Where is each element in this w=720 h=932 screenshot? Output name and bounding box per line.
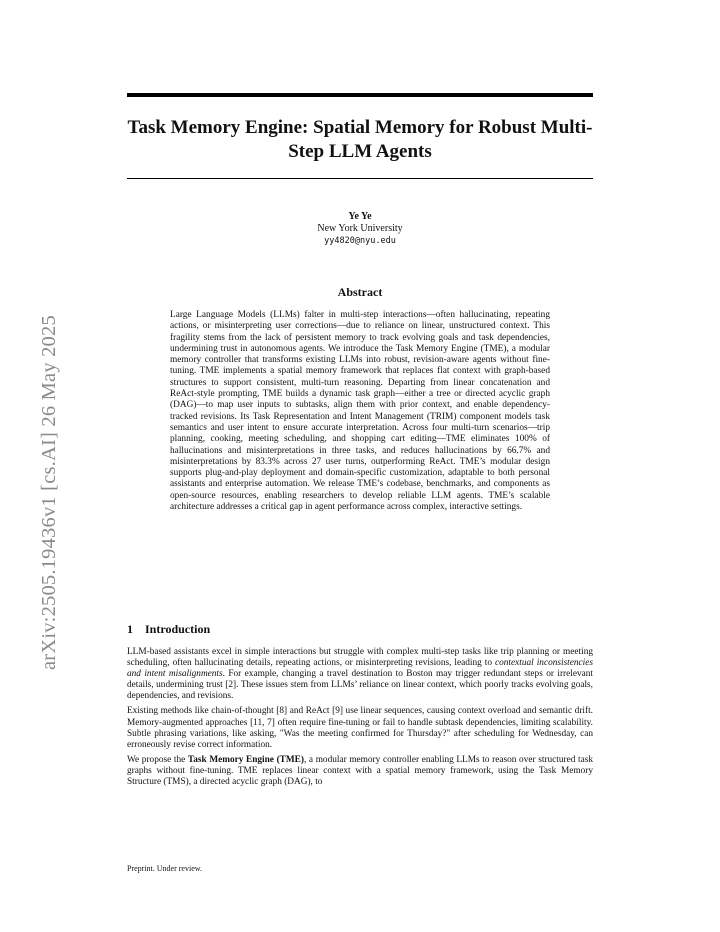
introduction-body xyxy=(127,647,593,792)
intro-p3-text-b: , a modular memory controller enabling LLMs to reason over structured task graphs without fine-tuning. TME replaces linear context with a spatial memory framework, using the Task Memory Structure (TMS), a directed acyclic graph (DAG), to xyxy=(127,754,594,788)
intro-p1-text-a: LLM-based assistants excel in simple interactions but struggle with complex multi-step tasks like trip planning or meeting scheduling, often hallucinating details, repeating actions, or misinterpreting revisions, leading to xyxy=(127,647,593,669)
section-title: Introduction xyxy=(145,622,211,636)
arxiv-stamp: arXiv:2505.19436v1 [cs.AI] 26 May 2025 xyxy=(38,315,60,670)
title-top-rule xyxy=(127,93,593,97)
paper-title: Task Memory Engine: Spatial Memory for Robust Multi-Step LLM Agents xyxy=(127,117,593,162)
intro-paragraph-2: Existing methods like chain-of-thought [8] and ReAct [9] use linear sequences, causing context overload and semantic drift. Memory-augmented approaches [11, 7] often require fine-tuning or fail to handle subtask dependencies, limiting scalability. Subtle phrasing variations, like asking, "Was the meeting confirmed for Thursday?" after scheduling for Wednesday, can erroneously revise correct information. xyxy=(127,706,593,750)
author-block xyxy=(127,211,593,247)
abstract-heading: Abstract xyxy=(337,285,383,299)
intro-p3-strong: Task Memory Engine (TME) xyxy=(187,754,304,765)
intro-p1-emphasis: contextual inconsistencies and intent misalignments xyxy=(127,658,593,680)
intro-paragraph-1 xyxy=(127,647,593,702)
title-bottom-rule xyxy=(127,178,593,179)
section-number: 1 xyxy=(127,622,133,636)
intro-p3-text-a: We propose the xyxy=(127,754,188,765)
intro-paragraph-3 xyxy=(127,755,593,788)
preprint-footer: Preprint. Under review. xyxy=(127,864,203,873)
author-name: Ye Ye xyxy=(348,211,372,222)
section-heading-introduction xyxy=(127,622,210,637)
intro-p1-text-b: . For example, changing a travel destination to Boston may trigger redundant steps or irrelevant details, undermining trust [2]. These issues stem from LLMs’ reliance on linear context, which poorly tracks evolving goals, dependencies, and revisions. xyxy=(127,669,593,702)
author-affiliation: New York University xyxy=(317,223,403,234)
author-email: yy4820@nyu.edu xyxy=(324,236,396,246)
abstract-text: Large Language Models (LLMs) falter in multi-step interactions—often hallucinating, repeating actions, or misinterpreting user corrections—due to reliance on linear, unstructured context. This fragility stems from the lack of persistent memory to track evolving goals and task dependencies, undermining trust in autonomous agents. We introduce the Task Memory Engine (TME), a modular memory controller that transforms existing LLMs into robust, revision-aware agents without fine-tuning. TME implements a spatial memory framework that replaces flat context with graph-based structures to support consistent, multi-turn reasoning. Departing from linear concatenation and ReAct-style prompting, TME builds a dynamic task graph—either a tree or directed acyclic graph (DAG)—to map user inputs to subtasks, align them with prior context, and enable dependency-tracked revisions. Its Task Representation and Intent Management (TRIM) component models task semantics and user intent to ensure accurate interpretation. Across four multi-turn scenarios—trip planning, cooking, meeting scheduling, and shopping cart editing—TME eliminates 100% of hallucinations and misinterpretations in three tasks, and reduces hallucinations by 66.7% and misinterpretations by 83.3% across 27 user turns, outperforming ReAct. TME’s modular design supports plug-and-play deployment and domain-specific customization, adaptable to both personal assistants and enterprise automation. We release TME’s codebase, benchmarks, and components as open-source resources, enabling researchers to develop reliable LLM agents. TME’s scalable architecture addresses a critical gap in agent performance across complex, interactive settings. xyxy=(170,310,550,513)
